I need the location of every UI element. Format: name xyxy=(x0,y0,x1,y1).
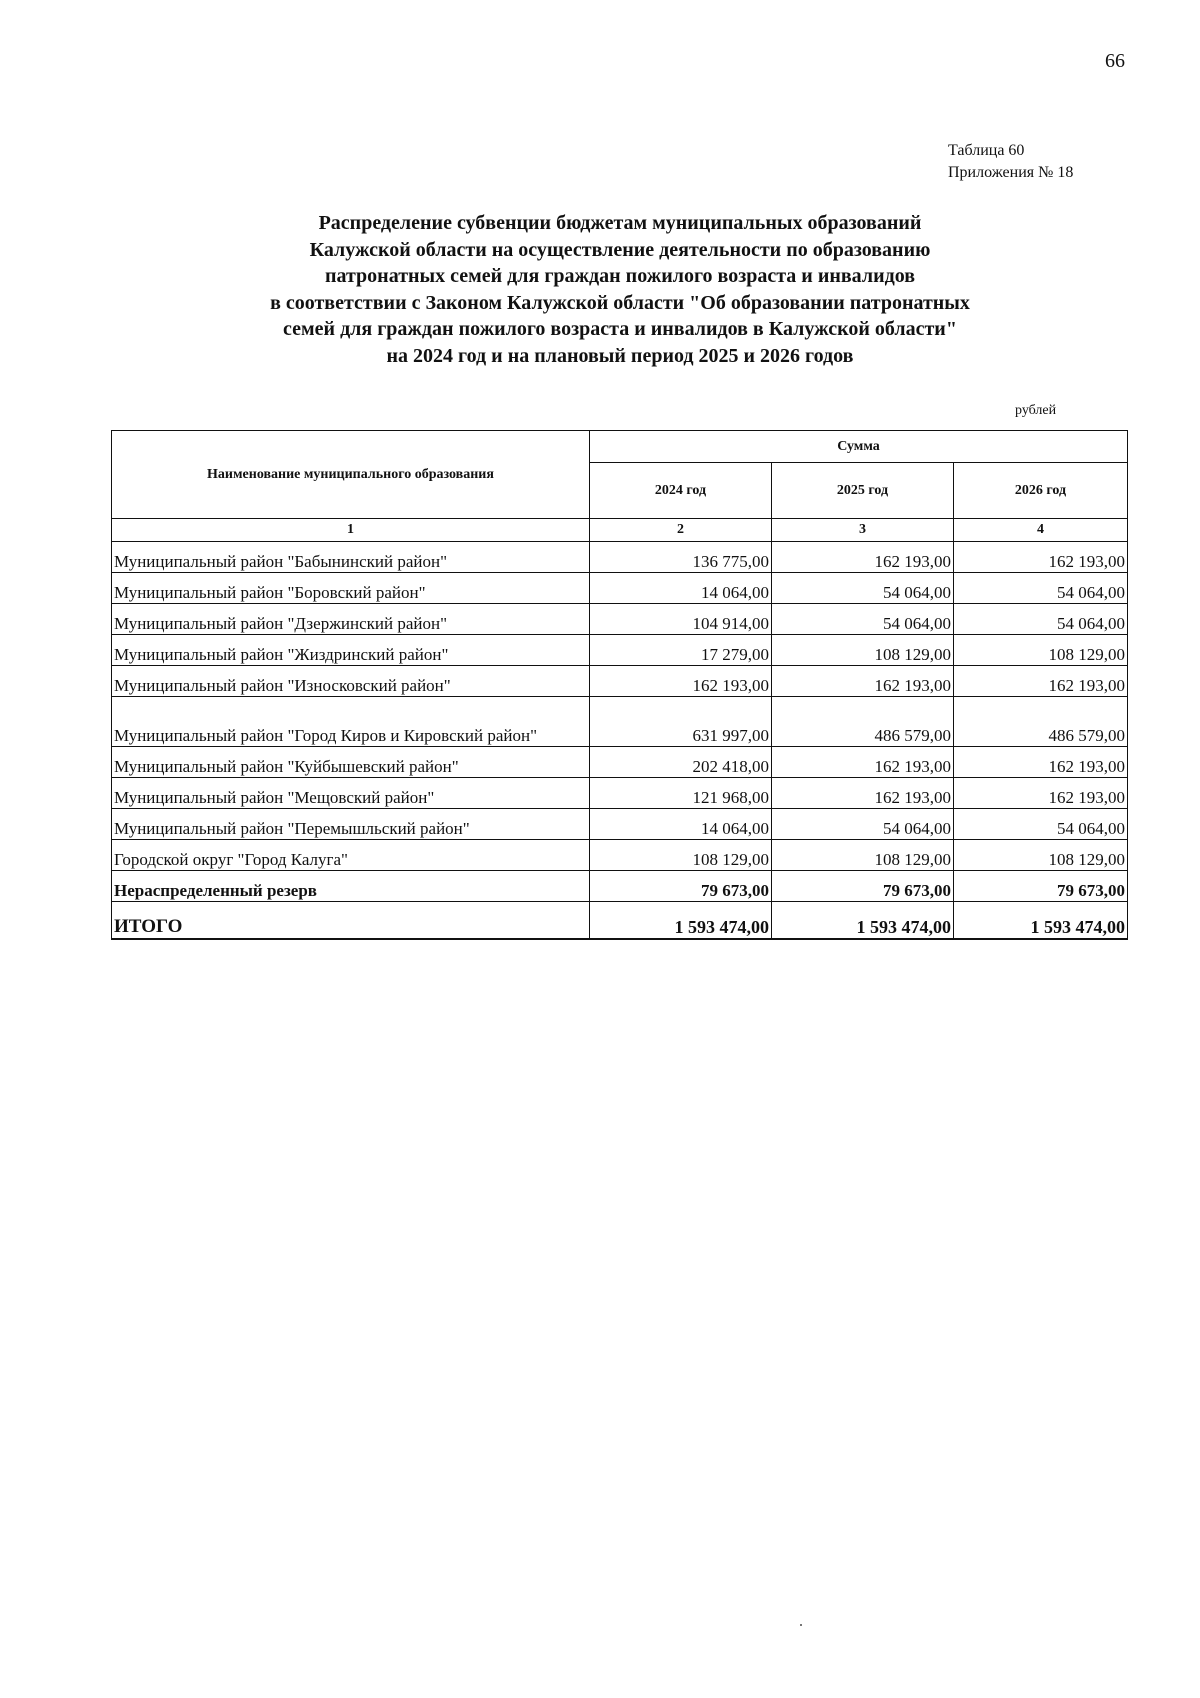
municipality-name: Городской округ "Город Калуга" xyxy=(112,840,590,871)
municipality-name: Муниципальный район "Город Киров и Кировский район" xyxy=(112,697,590,747)
reserve-2024: 79 673,00 xyxy=(590,871,772,902)
amount-2026: 486 579,00 xyxy=(954,697,1128,747)
amount-2024: 14 064,00 xyxy=(590,573,772,604)
amount-2026: 162 193,00 xyxy=(954,778,1128,809)
header-year-2025: 2025 год xyxy=(772,463,954,519)
municipality-name: Муниципальный район "Бабынинский район" xyxy=(112,542,590,573)
column-number: 3 xyxy=(772,519,954,542)
annex-table-number: Таблица 60 xyxy=(948,142,1025,159)
amount-2026: 54 064,00 xyxy=(954,604,1128,635)
municipality-name: Муниципальный район "Куйбышевский район" xyxy=(112,747,590,778)
reserve-label: Нераспределенный резерв xyxy=(112,871,590,902)
total-2024: 1 593 474,00 xyxy=(590,902,772,940)
header-municipality-name: Наименование муниципального образования xyxy=(112,431,590,519)
amount-2025: 54 064,00 xyxy=(772,604,954,635)
total-row xyxy=(112,902,1128,940)
amount-2026: 108 129,00 xyxy=(954,840,1128,871)
table-row xyxy=(112,635,1128,666)
total-label: ИТОГО xyxy=(112,902,590,940)
document-title xyxy=(180,210,1060,369)
page-number: 66 xyxy=(1105,50,1125,72)
title-line: Калужской области на осуществление деятельности по образованию xyxy=(309,238,931,261)
header-year-2026: 2026 год xyxy=(954,463,1128,519)
title-line: патронатных семей для граждан пожилого возраста и инвалидов xyxy=(324,265,916,287)
amount-2025: 162 193,00 xyxy=(772,666,954,697)
table-row xyxy=(112,840,1128,871)
scan-speck xyxy=(800,1624,802,1626)
table-row xyxy=(112,809,1128,840)
amount-2026: 54 064,00 xyxy=(954,809,1128,840)
table-row xyxy=(112,778,1128,809)
amount-2024: 104 914,00 xyxy=(590,604,772,635)
amount-2025: 54 064,00 xyxy=(772,573,954,604)
table-row xyxy=(112,573,1128,604)
subvention-table xyxy=(111,430,1128,940)
amount-2025: 54 064,00 xyxy=(772,809,954,840)
amount-2026: 162 193,00 xyxy=(954,666,1128,697)
municipality-name: Муниципальный район "Жиздринский район" xyxy=(112,635,590,666)
annex-appendix-number: Приложения № 18 xyxy=(948,164,1074,181)
title-line: Распределение субвенции бюджетам муниципальных образований xyxy=(318,212,922,234)
amount-2025: 162 193,00 xyxy=(772,542,954,573)
amount-2024: 121 968,00 xyxy=(590,778,772,809)
amount-2024: 108 129,00 xyxy=(590,840,772,871)
municipality-name: Муниципальный район "Дзержинский район" xyxy=(112,604,590,635)
amount-2024: 631 997,00 xyxy=(590,697,772,747)
unit-label: рублей xyxy=(1015,403,1057,418)
table-row xyxy=(112,666,1128,697)
header-year-2024: 2024 год xyxy=(590,463,772,519)
title-line: на 2024 год и на плановый период 2025 и 2026 годов xyxy=(386,344,854,367)
table-row xyxy=(112,604,1128,635)
municipality-name: Муниципальный район "Мещовский район" xyxy=(112,778,590,809)
reserve-row xyxy=(112,871,1128,902)
municipality-name: Муниципальный район "Перемышльский район" xyxy=(112,809,590,840)
municipality-name: Муниципальный район "Боровский район" xyxy=(112,573,590,604)
amount-2024: 202 418,00 xyxy=(590,747,772,778)
table-row xyxy=(112,542,1128,573)
amount-2026: 108 129,00 xyxy=(954,635,1128,666)
total-2026: 1 593 474,00 xyxy=(954,902,1128,940)
amount-2025: 162 193,00 xyxy=(772,747,954,778)
title-line: в соответствии с Законом Калужской области "Об образовании патронатных xyxy=(270,291,970,314)
municipality-name: Муниципальный район "Износковский район" xyxy=(112,666,590,697)
amount-2025: 108 129,00 xyxy=(772,635,954,666)
amount-2026: 54 064,00 xyxy=(954,573,1128,604)
amount-2025: 162 193,00 xyxy=(772,778,954,809)
amount-2026: 162 193,00 xyxy=(954,542,1128,573)
amount-2025: 486 579,00 xyxy=(772,697,954,747)
table-row xyxy=(112,747,1128,778)
amount-2026: 162 193,00 xyxy=(954,747,1128,778)
amount-2025: 108 129,00 xyxy=(772,840,954,871)
reserve-2025: 79 673,00 xyxy=(772,871,954,902)
table-row xyxy=(112,697,1128,747)
column-number: 1 xyxy=(112,519,590,542)
amount-2024: 17 279,00 xyxy=(590,635,772,666)
amount-2024: 136 775,00 xyxy=(590,542,772,573)
annex-reference xyxy=(948,140,1073,184)
title-line: семей для граждан пожилого возраста и инвалидов в Калужской области" xyxy=(283,318,957,340)
amount-2024: 14 064,00 xyxy=(590,809,772,840)
column-number: 2 xyxy=(590,519,772,542)
reserve-2026: 79 673,00 xyxy=(954,871,1128,902)
header-sum: Сумма xyxy=(590,431,1128,463)
total-2025: 1 593 474,00 xyxy=(772,902,954,940)
column-number: 4 xyxy=(954,519,1128,542)
amount-2024: 162 193,00 xyxy=(590,666,772,697)
